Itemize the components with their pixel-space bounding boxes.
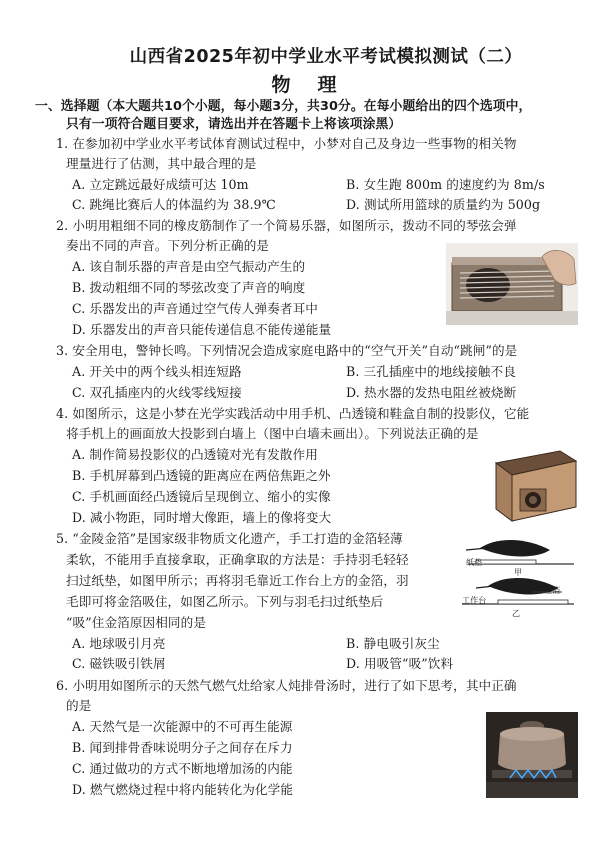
q3-option-a: A. 开关中的两个线头相连短路	[72, 364, 242, 379]
label-workbench: 工作台	[462, 596, 487, 605]
q2-option-a: A. 该自制乐器的声音是由空气振动产生的	[72, 259, 306, 274]
q4-stem-line2: 将手机上的画面放大投影到白墙上（图中白墙未画出）。下列说法正确的是	[66, 426, 479, 441]
q3-option-b: B. 三孔插座中的地线接触不良	[346, 364, 516, 379]
rubber-band-instrument-figure	[446, 243, 578, 325]
q1-option-d: D. 测试所用篮球的质量约为 500g	[346, 197, 541, 212]
shoebox-projector-figure	[488, 445, 578, 523]
q5-stem-line4: 毛即可将金箔吸住，如图乙所示。下列与羽毛扫过纸垫后	[66, 594, 384, 609]
q4-option-c: C. 手机画面经凸透镜后呈现倒立、缩小的实像	[72, 489, 331, 504]
q1-stem-line1: 1. 在参加初中学业水平考试体育测试过程中，小梦对自己及身边一些事物的相关物	[56, 136, 517, 151]
q4-option-d: D. 减小物距，同时增大像距，墙上的像将变大	[72, 510, 332, 525]
q2-stem-line2: 奏出不同的声音。下列分析正确的是	[66, 238, 270, 253]
q1-stem-line2: 理量进行了估测，其中最合理的是	[66, 156, 257, 171]
q4-option-a: A. 制作简易投影仪的凸透镜对光有发散作用	[72, 447, 318, 462]
label-gold-foil: 金箔	[544, 586, 561, 595]
q4-option-b: B. 手机屏幕到凸透镜的距离应在两倍焦距之外	[72, 468, 331, 483]
q3-stem-line1: 3. 安全用电，警钟长鸣。下列情况会造成家庭电路中的“空气开关”自动“跳闸”的是	[56, 343, 518, 358]
subject-title: 物 理	[271, 74, 341, 96]
q1-option-a: A. 立定跳远最好成绩可达 10m	[72, 177, 249, 192]
q4-stem-line1: 4. 如图所示，这是小梦在光学实践活动中用手机、凸透镜和鞋盒自制的投影仪，它能	[56, 406, 530, 421]
q6-option-a: A. 天然气是一次能源中的不可再生能源	[72, 719, 293, 734]
q2-option-d: D. 乐器发出的声音只能传递信息不能传递能量	[72, 322, 332, 337]
q5-option-d: D. 用吸管“吸”饮料	[346, 656, 454, 671]
q5-option-c: C. 磁铁吸引铁屑	[72, 656, 166, 671]
q2-option-b: B. 拨动粗细不同的琴弦改变了声音的响度	[72, 280, 306, 295]
q1-option-c: C. 跳绳比赛后人的体温约为 38.9℃	[72, 197, 276, 212]
label-paper-pad: 纸垫	[466, 558, 483, 567]
section-heading-line2: 只有一项符合题目要求，请选出并在答题卡上将该项涂黑）	[66, 117, 402, 132]
q5-option-a: A. 地球吸引月亮	[72, 636, 166, 651]
q5-option-b: B. 静电吸引灰尘	[346, 636, 440, 651]
q6-option-b: B. 闻到排骨香味说明分子之间存在斥力	[72, 740, 293, 755]
q3-option-c: C. 双孔插座内的火线零线短接	[72, 385, 242, 400]
gas-stove-pot-figure	[486, 712, 578, 798]
q6-stem-line2: 的是	[66, 698, 92, 713]
q2-option-c: C. 乐器发出的声音通过空气传人弹奏者耳中	[72, 301, 318, 316]
q6-stem-line1: 6. 小明用如图所示的天然气燃气灶给家人炖排骨汤时，进行了如下思考，其中正确	[56, 678, 517, 693]
q6-option-c: C. 通过做功的方式不断地增加汤的内能	[72, 761, 293, 776]
exam-title: 山西省2025年初中学业水平考试模拟测试（二）	[129, 47, 523, 67]
q2-stem-line1: 2. 小明用粗细不同的橡皮筋制作了一个简易乐器，如图所示，拨动不同的琴弦会弹	[56, 218, 517, 233]
q5-stem-line1: 5. “金陵金箔”是国家级非物质文化遗产，手工打造的金箔轻薄	[56, 531, 403, 546]
q6-option-d: D. 燃气燃烧过程中将内能转化为化学能	[72, 782, 294, 797]
q5-stem-line5: “吸”住金箔原因相同的是	[66, 615, 207, 630]
q3-option-d: D. 热水器的发热电阻丝被烧断	[346, 385, 517, 400]
section-heading-line1: 一、选择题（本大题共10个小题，每小题3分，共30分。在每小题给出的四个选项中，	[35, 99, 532, 114]
label-yi: 乙	[512, 609, 521, 618]
q5-stem-line3: 扫过纸垫，如图甲所示；再将羽毛靠近工作台上方的金箔，羽	[66, 573, 409, 588]
label-jia: 甲	[514, 568, 523, 577]
q1-option-b: B. 女生跑 800m 的速度约为 8m/s	[346, 177, 545, 192]
q5-stem-line2: 柔软，不能用手直接拿取，正确拿取的方法是：手持羽毛轻轻	[66, 552, 409, 567]
